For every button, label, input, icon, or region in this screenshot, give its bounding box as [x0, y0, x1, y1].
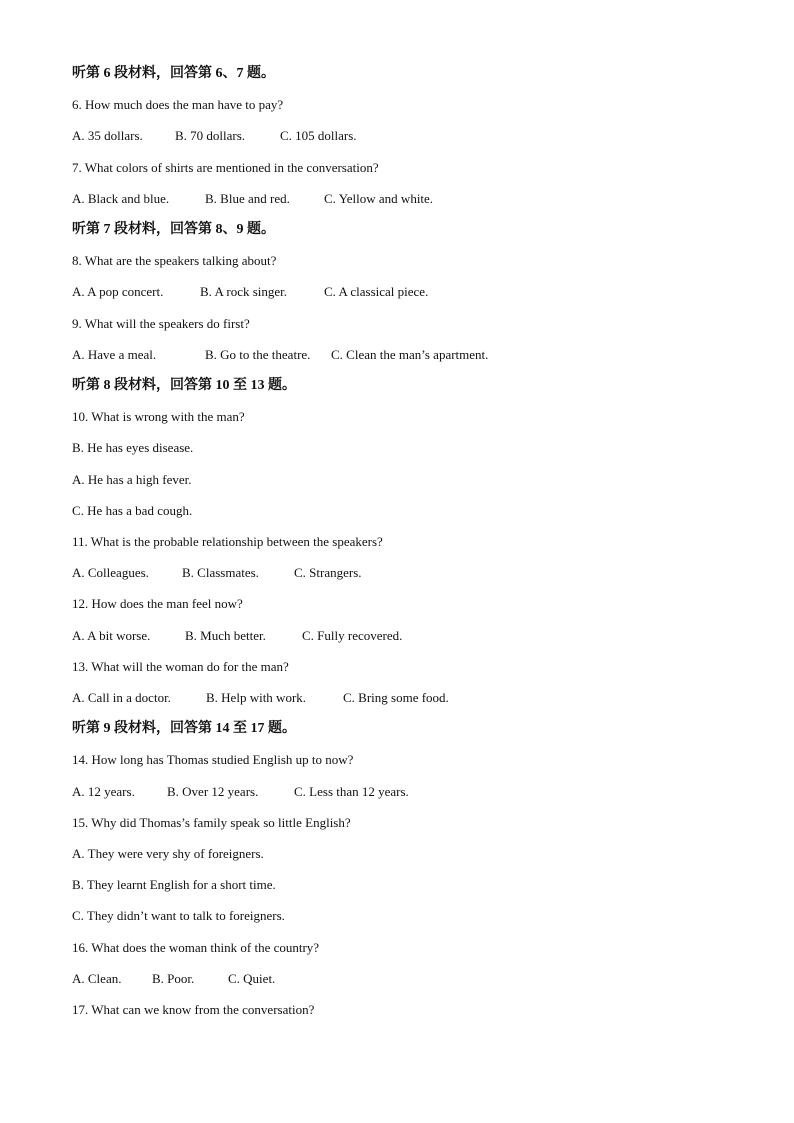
answer-option: B. Help with work. — [206, 690, 307, 705]
question-text: 11. What is the probable relationship between the speakers? — [72, 534, 383, 549]
section-heading: 听第 6 段材料，回答第 6、7 题。 — [72, 66, 275, 81]
answer-option: A. They were very shy of foreigners. — [72, 846, 264, 861]
answer-option: A. Black and blue. — [72, 190, 170, 206]
answer-option: C. Less than 12 years. — [294, 783, 409, 799]
answer-option: A. Call in a doctor. — [72, 690, 171, 705]
answer-option: C. 105 dollars. — [280, 128, 357, 144]
section-heading: 听第 7 段材料，回答第 8、9 题。 — [72, 222, 275, 237]
answer-option: C. Strangers. — [294, 565, 362, 581]
answer-option: A. Have a meal. — [72, 346, 157, 362]
question-text: 10. What is wrong with the man? — [72, 409, 245, 425]
answer-option: A. A bit worse. — [72, 627, 151, 643]
question-text: 6. How much does the man have to pay? — [72, 97, 284, 113]
answer-option: B. Poor. — [152, 970, 195, 986]
answer-option: C. He has a bad cough. — [72, 502, 193, 518]
answer-option: B. Blue and red. — [205, 190, 290, 206]
answer-option: A. A pop concert. — [72, 284, 164, 300]
answer-option: C. They didn’t want to talk to foreigners. — [72, 908, 285, 924]
question-text: 17. What can we know from the conversation? — [72, 1002, 315, 1017]
question-text: 8. What are the speakers talking about? — [72, 253, 277, 269]
question-text: 13. What will the woman do for the man? — [72, 658, 289, 674]
answer-option: A. 12 years. — [72, 783, 135, 799]
answer-option: B. A rock singer. — [200, 284, 288, 300]
answer-option: C. A classical piece. — [324, 284, 429, 300]
answer-option: C. Yellow and white. — [324, 190, 434, 206]
answer-option: B. Much better. — [185, 627, 266, 643]
answer-option: B. Go to the theatre. — [205, 346, 311, 362]
answer-option: A. He has a high fever. — [72, 471, 192, 487]
answer-option: A. Clean. — [72, 970, 122, 986]
section-heading: 听第 9 段材料，回答第 14 至 17 题。 — [72, 721, 296, 737]
answer-option: B. They learnt English for a short time. — [72, 877, 276, 893]
answer-option: B. He has eyes disease. — [72, 440, 194, 456]
answer-option: A. Colleagues. — [72, 565, 149, 581]
question-text: 14. How long has Thomas studied English up to now? — [72, 752, 354, 768]
question-text: 16. What does the woman think of the country? — [72, 939, 320, 955]
answer-option: C. Bring some food. — [343, 690, 449, 705]
answer-option: C. Quiet. — [228, 970, 276, 986]
section-heading: 听第 8 段材料，回答第 10 至 13 题。 — [72, 378, 296, 393]
question-text: 15. Why did Thomas’s family speak so little English? — [72, 814, 351, 830]
answer-option: B. 70 dollars. — [175, 128, 246, 144]
answer-option: C. Fully recovered. — [302, 627, 403, 643]
answer-option: A. 35 dollars. — [72, 128, 143, 144]
answer-option: C. Clean the man’s apartment. — [331, 346, 489, 362]
question-text: 7. What colors of shirts are mentioned in the conversation? — [72, 159, 379, 175]
answer-option: B. Over 12 years. — [167, 783, 259, 799]
answer-option: B. Classmates. — [182, 565, 259, 581]
question-text: 9. What will the speakers do first? — [72, 315, 250, 331]
question-text: 12. How does the man feel now? — [72, 596, 243, 612]
